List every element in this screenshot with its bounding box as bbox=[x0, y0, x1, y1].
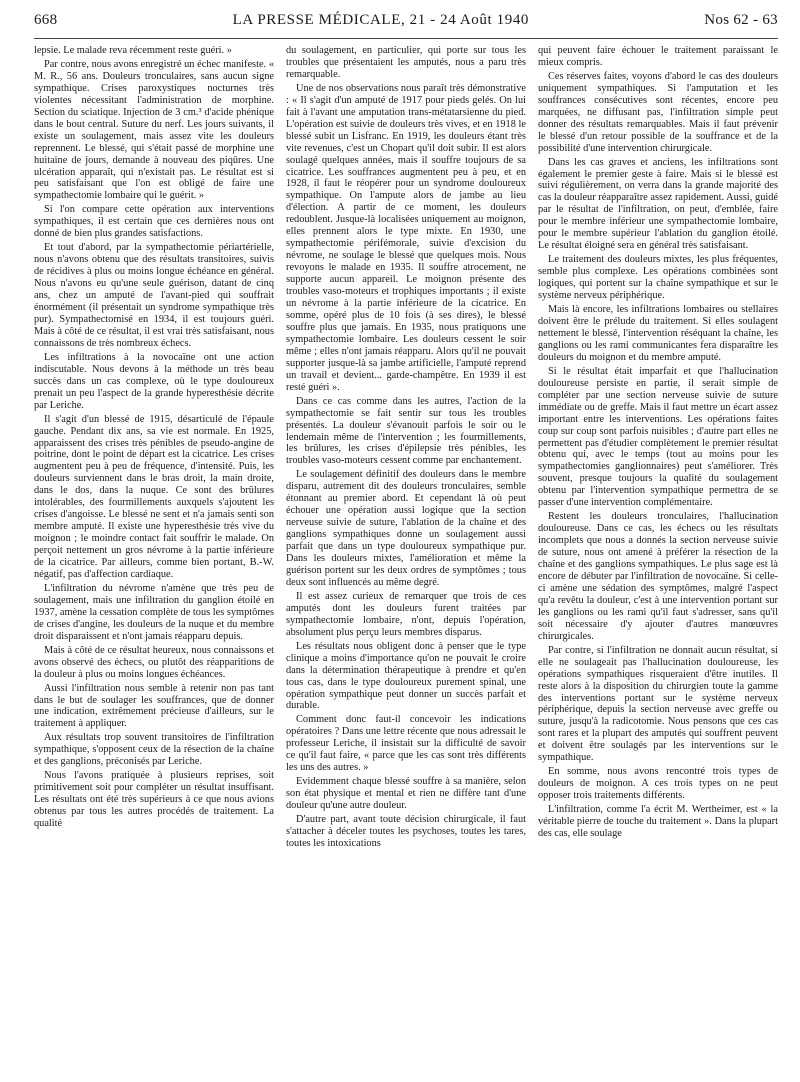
paragraph: Le soulagement définitif des douleurs dans le membre disparu, autrement dit des douleurs tronculaires, semble étonnant au premier abord. Et cependant là où peut échouer une opération aussi logique que la section nerveuse suivie de suture, l'ablation de la chaîne et des ganglions sympathiques donne un soulagement aussi parfait que dans un type douloureux sympathique pur. Dans les douleurs mixtes, l'amélioration et même la guérison portent sur les deux ordres de symptômes ; tous deux sont influencés au même degré. bbox=[286, 469, 526, 588]
article-body bbox=[34, 45, 778, 1055]
paragraph: Ces réserves faites, voyons d'abord le cas des douleurs uniquement sympathiques. Si l'amputation et les souffrances consécutives sont récentes, encore peu marquées, ne diffusant pas, l'infiltration simple peut donner des résultats remarquables. Mais il faut prévenir le blessé d'un retour possible de la souffrance et de la possibilité d'une intervention chirurgicale. bbox=[538, 70, 778, 154]
paragraph: Les résultats nous obligent donc à penser que le type clinique a moins d'importance qu'on ne pouvait le croire dans la détermination thérapeutique à prendre et qu'en tous cas, dans le type douloureux purement spinal, une opération sympathique peut donner un succès parfait et durable. bbox=[286, 640, 526, 712]
page-header bbox=[34, 12, 778, 39]
issue-number: Nos 62 - 63 bbox=[704, 12, 778, 28]
paragraph: Restent les douleurs tronculaires, l'hallucination douloureuse. Dans ce cas, les échecs ou les résultats incomplets que nous a donnés la section nerveuse suivie de suture, nous ont amené à préférer la résection de la chaîne et des ganglions sympathiques. Le plus sage est là encore de débuter par l'infiltration de novocaïne. Si celle-ci amène une sédation des symptômes, malgré l'aspect qu'a revêtu la douleur, c'est à une intervention portant sur les ganglions ou les rami qu'il faut s'adresser, sans qu'il soit nécessaire d'y ajouter d'autres manœuvres chirurgicales. bbox=[538, 511, 778, 642]
text-column-1 bbox=[34, 45, 274, 1055]
paragraph: Et tout d'abord, par la sympathectomie périartérielle, nous n'avons obtenu que des résultats transitoires, suivis de récidives à plus ou moins longue échéance en général. Nous n'avons eu qu'une seule guérison, datant de cinq ans, chez un amputé de l'avant-pied qui souffrait énormément (il présentait un syndrome sympathique très pur). Sympathectomisé en 1934, il est toujours guéri. Mais à côté de ce résultat, il est vrai très satisfaisant, nous connaissons de très nombreux échecs. bbox=[34, 242, 274, 349]
paragraph: Evidemment chaque blessé souffre à sa manière, selon son état physique et mental et rien ne diffère tant d'une douleur qu'une autre douleur. bbox=[286, 776, 526, 812]
text-column-3 bbox=[538, 45, 778, 1055]
paragraph: qui peuvent faire échouer le traitement paraissant le mieux compris. bbox=[538, 45, 778, 68]
paragraph: D'autre part, avant toute décision chirurgicale, il faut s'attacher à déceler toutes les psychoses, toutes les tares, toutes les intoxications bbox=[286, 814, 526, 849]
paragraph: Si l'on compare cette opération aux interventions sympathiques, il est certain que ces dernières nous ont donné de bien plus grandes satisfactions. bbox=[34, 204, 274, 240]
paragraph: Aussi l'infiltration nous semble à retenir non pas tant dans le but de soulager les souffrances, que de donner une indication, extrêmement précieuse d'ailleurs, sur le traitement à appliquer. bbox=[34, 682, 274, 730]
paragraph: Le traitement des douleurs mixtes, les plus fréquentes, semble plus complexe. Les opérations combinées sont logiques, qui portent sur la chaîne sympathique et sur le système nerveux périphérique. bbox=[538, 254, 778, 302]
paragraph: Une de nos observations nous paraît très démonstrative : « Il s'agit d'un amputé de 1917 pour pieds gelés. On lui fait à l'avant une amputation trans-métatarsienne du pied. L'opération est suivie de douleurs très vives, et en 1918 le blessé subit un Lisfranc. En 1919, les douleurs étant très vite revenues, c'est un Chopart qu'il doit subir. Il est alors soulagé quelques années, mais il souffre toujours de sa cicatrice. Les souffrances augmentent peu à peu, et en 1928, il faut le réopérer pour un syndrome douloureux sympathique. On l'ampute alors de jambe au lieu d'élection. A partir de ce moment, les douleurs redoublent. Jusque-là localisées uniquement au moignon, elles prennent alors le type mixte. En 1930, une sympathectomie périfémorale, suivie d'excision du névrome, ne soulage le blessé que quelques mois. Nous revoyons le malade en 1935. Il souffre atrocement, ne supporte aucun appareil. Le moignon présente des troubles vaso-moteurs et trophiques importants ; il existe un névrome à la partie inférieure de la cicatrice. En somme, opéré plus de 10 fois (à ses dires), le blessé souffre plus que jamais. En 1935, nous pratiquons une sympathectomie lombaire. Les douleurs cessent le soir même ; elles n'ont jamais réapparu. Alors qu'il ne pouvait supporter jusque-là sa jambe artificielle, l'amputé reprend un travail et devient... garde-champêtre. En 1939 il est resté guéri ». bbox=[286, 82, 526, 393]
paragraph: Dans les cas graves et anciens, les infiltrations sont également le premier geste à faire. Mais si le blessé est suivi régulièrement, on verra dans la grande majorité des cas la douleur réapparaître assez rapidement. Aussi, guidé par le résultat de l'infiltration, on peut, d'emblée, faire pour le membre inférieur une sympathectomie lombaire, pour le membre supérieur l'ablation du ganglion étoilé. Le résultat éloigné sera en général très satisfaisant. bbox=[538, 156, 778, 252]
paragraph: Aux résultats trop souvent transitoires de l'infiltration sympathique, s'opposent ceux de la résection de la chaîne et des ganglions, préconisés par Leriche. bbox=[34, 732, 274, 768]
paragraph: Par contre, si l'infiltration ne donnait aucun résultat, si elle ne soulageait pas l'hallucination douloureuse, les opérations sympathiques risqueraient d'être inutiles. Il reste alors à la disposition du chirurgien toute la gamme des interventions portant sur le système nerveux périphérique, depuis la section nerveuse avec greffe ou suture, jusqu'à la radicotomie. Nous pensons que ces cas sont rares et la plupart des amputés qui souffrent peuvent et doivent être soulagés par les interventions sur le sympathique. bbox=[538, 644, 778, 764]
paragraph: Il s'agit d'un blessé de 1915, désarticulé de l'épaule gauche. Pendant dix ans, sa vie est normale. En 1925, apparaissent des crises très pénibles de pseudo-angine de poitrine, dont le point de départ est la cicatrice. Les crises augmentent peu à peu de fréquence, d'intensité. Puis, les douleurs surviennent dans le bras droit, la main droite, dans le dos, dans la nuque. Ce sont des brûlures intolérables, des fourmillements auxquels s'ajoutent les crises d'angoisse. Le blessé ne sent et n'a jamais senti son membre amputé. Il existe une hyperesthésie très vive du moignon ; le moindre contact fait souffrir le malade. On perçoit nettement un gros névrome à la partie inférieure de la cicatrice. Par ailleurs, comme bien portant, B.-W. négatif, pas d'affection cardiaque. bbox=[34, 413, 274, 580]
paragraph: Il est assez curieux de remarquer que trois de ces amputés dont les douleurs furent traitées par sympathectomie lombaire, n'ont, depuis l'opération, absolument plus perçu leurs membres disparus. bbox=[286, 590, 526, 638]
paragraph: lepsie. Le malade reva récemment reste guéri. » bbox=[34, 45, 232, 56]
paragraph: Les infiltrations à la novocaïne ont une action indiscutable. Nous devons à la méthode un très beau succès dans un cas complexe, où le type douloureux prenait un peu l'aspect de la grande hyperesthésie décrite par Leriche. bbox=[34, 351, 274, 411]
paragraph: L'infiltration, comme l'a écrit M. Wertheimer, est « la véritable pierre de touche du traitement ». Dans la plupart des cas, elle soulage bbox=[538, 804, 778, 839]
paragraph: Comment donc faut-il concevoir les indications opératoires ? Dans une lettre récente que nous adressait le professeur Leriche, il insistait sur la difficulté de savoir ce qu'il faut faire, « parce que les cas sont très différents les uns des autres. » bbox=[286, 714, 526, 774]
journal-title: LA PRESSE MÉDICALE, 21 - 24 Août 1940 bbox=[232, 12, 530, 28]
paragraph: Dans ce cas comme dans les autres, l'action de la sympathectomie se fait sentir sur tous les troubles présentés. La douleur s'évanouit parfois le soir ou le lendemain même de l'intervention ; les fourmillements, les brûlures, les crises d'épilepsie très pénibles, les troubles vaso-moteurs cessent comme par enchantement. bbox=[286, 395, 526, 467]
paragraph: du soulagement, en particulier, qui porte sur tous les troubles que présentaient les amputés, nous a paru très remarquable. bbox=[286, 45, 526, 80]
paragraph: Nous l'avons pratiquée à plusieurs reprises, soit primitivement soit pour compléter un résultat insuffisant. Les résultats ont été très supérieurs à ce que nous avions obtenus par tous les autres procédés de traitement. La qualité bbox=[34, 770, 274, 830]
page-number: 668 bbox=[34, 12, 58, 28]
text-column-2 bbox=[286, 45, 526, 1055]
paragraph: Si le résultat était imparfait et que l'hallucination douloureuse persiste en partie, il serait simple de compléter par une section nerveuse suivie de suture immédiate ou de greffe. Mais il faut mettre un écart assez important entre les interventions. Les opérations faites coup sur coup sont parfois nuisibles ; d'autre part elles ne permettent pas d'étudier complètement le premier résultat obtenu qui, avec le temps (tout au moins pour les sympathectomies ganglionnaires) peut s'améliorer. Très souvent, presque toujours la qualité du soulagement obtenu par l'intervention sympathique permettra de se passer d'une intervention complémentaire. bbox=[538, 365, 778, 509]
paragraph: Par contre, nous avons enregistré un échec manifeste. « M. R., 56 ans. Douleurs tronculaires, sans aucun signe sympathique. Crises paroxystiques nocturnes très violentes nécessitant l'administration de morphine. Section du sciatique. Injection de 3 cm.³ d'acide phénique dans le bout central. Suture du nerf. Les jours suivants, il existe un soulagement, mais assez vite les douleurs reprennent. Le blessé, qui s'était passé de morphine une huitaine de jours, demande à nouveau des piqûres. Une ulcération apparaît, qui n'existait pas. Le résultat est si peu satisfaisant que l'on est obligé de faire une sympathectomie lombaire qui le guérit. » bbox=[34, 58, 274, 202]
paragraph: Mais là encore, les infiltrations lombaires ou stellaires doivent être le prélude du traitement. Si elles soulagent nettement le blessé, l'intervention réséquant la chaîne, les ganglions ou les rami communicantes fera disparaître les douleurs du moignon et du membre amputé. bbox=[538, 304, 778, 363]
paragraph: Mais à côté de ce résultat heureux, nous connaissons et avons observé des échecs, ou plutôt des réapparitions de la douleur à plus ou moins longues échéances. bbox=[34, 644, 274, 680]
paragraph: En somme, nous avons rencontré trois types de douleurs de moignon. A ces trois types on ne peut opposer trois traitements différents. bbox=[538, 766, 778, 802]
paragraph: L'infiltration du névrome n'amène que très peu de soulagement, mais une infiltration du ganglion étoilé en 1937, amène la cessation complète de tous les symptômes de crises d'angine, les douleurs de la nuque et du membre droit disparaissent et n'ont jamais réapparu depuis. bbox=[34, 582, 274, 642]
